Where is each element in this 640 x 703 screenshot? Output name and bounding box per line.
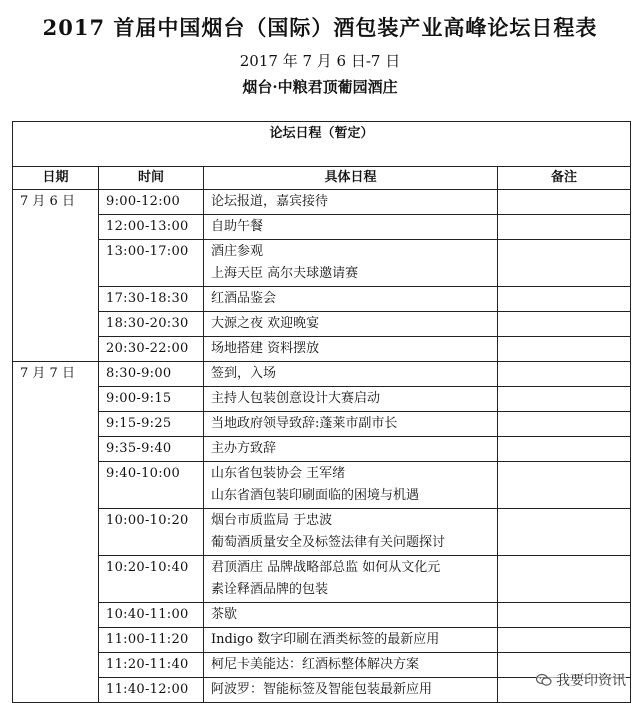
notes-cell xyxy=(498,287,631,312)
schedule-body xyxy=(13,190,631,703)
time-cell: 9:00-12:00 xyxy=(99,190,204,215)
table-row xyxy=(13,556,631,603)
schedule-cell xyxy=(204,190,498,215)
schedule-item: 山东省包装协会 王军绪 xyxy=(211,466,346,481)
time-cell: 9:15-9:25 xyxy=(99,412,204,437)
table-row xyxy=(13,628,631,653)
schedule-item: 自助午餐 xyxy=(211,219,264,234)
time-cell: 10:00-10:20 xyxy=(99,509,204,556)
schedule-item: 山东省酒包装印刷面临的困境与机遇 xyxy=(211,488,420,503)
schedule-item: 酒庄参观 xyxy=(211,244,264,259)
time-cell: 10:20-10:40 xyxy=(99,556,204,603)
schedule-item: 茶歇 xyxy=(211,607,238,622)
date-range: 2017 年 7 月 6 日-7 日 xyxy=(239,52,401,70)
time-cell: 9:40-10:00 xyxy=(99,462,204,509)
notes-cell xyxy=(498,437,631,462)
schedule-item: 当地政府领导致辞:蓬莱市副市长 xyxy=(211,416,398,431)
notes-cell xyxy=(498,628,631,653)
schedule-cell xyxy=(204,509,498,556)
notes-cell xyxy=(498,387,631,412)
watermark xyxy=(536,670,626,690)
notes-cell xyxy=(498,603,631,628)
schedule-item: 大源之夜 欢迎晚宴 xyxy=(211,316,320,331)
table-row xyxy=(13,287,631,312)
time-cell: 11:00-11:20 xyxy=(99,628,204,653)
schedule-cell xyxy=(204,556,498,603)
schedule-item: 葡萄酒质量安全及标签法律有关问题探讨 xyxy=(211,535,446,550)
date-cell: 7 月 7 日 xyxy=(13,362,99,703)
schedule-cell xyxy=(204,678,498,703)
time-cell: 12:00-13:00 xyxy=(99,215,204,240)
col-header-notes: 备注 xyxy=(498,167,631,190)
notes-cell xyxy=(498,240,631,287)
schedule-item: 君顶酒庄 品牌战略部总监 如何从文化元 xyxy=(211,560,441,575)
time-cell: 9:35-9:40 xyxy=(99,437,204,462)
table-row xyxy=(13,362,631,387)
schedule-cell xyxy=(204,628,498,653)
schedule-cell xyxy=(204,240,498,287)
time-cell: 11:20-11:40 xyxy=(99,653,204,678)
schedule-table xyxy=(12,121,631,703)
time-cell: 9:00-9:15 xyxy=(99,387,204,412)
wechat-icon xyxy=(536,673,552,687)
schedule-item: 论坛报道，嘉宾接待 xyxy=(211,194,329,209)
table-row xyxy=(13,190,631,215)
schedule-cell xyxy=(204,462,498,509)
watermark-text: 我要印资讯 xyxy=(556,673,626,689)
col-header-time: 时间 xyxy=(99,167,204,190)
table-row xyxy=(13,337,631,362)
schedule-item: 素诠释酒品牌的包装 xyxy=(211,582,329,597)
schedule-cell xyxy=(204,215,498,240)
time-cell: 10:40-11:00 xyxy=(99,603,204,628)
table-row xyxy=(13,312,631,337)
notes-cell xyxy=(498,556,631,603)
time-cell: 11:40-12:00 xyxy=(99,678,204,703)
table-row xyxy=(13,603,631,628)
schedule-item: 烟台市质监局 于忠波 xyxy=(211,513,333,528)
schedule-item: 主持人包装创意设计大赛启动 xyxy=(211,391,381,406)
table-row xyxy=(13,462,631,509)
venue: 烟台·中粮君顶葡园酒庄 xyxy=(242,78,398,96)
time-cell: 8:30-9:00 xyxy=(99,362,204,387)
time-cell: 17:30-18:30 xyxy=(99,287,204,312)
table-row xyxy=(13,240,631,287)
schedule-cell xyxy=(204,287,498,312)
notes-cell xyxy=(498,509,631,556)
schedule-cell xyxy=(204,653,498,678)
table-row xyxy=(13,509,631,556)
schedule-cell xyxy=(204,412,498,437)
schedule-cell xyxy=(204,603,498,628)
notes-cell xyxy=(498,412,631,437)
table-row xyxy=(13,412,631,437)
notes-cell xyxy=(498,312,631,337)
time-cell: 13:00-17:00 xyxy=(99,240,204,287)
table-row xyxy=(13,215,631,240)
notes-cell xyxy=(498,215,631,240)
schedule-cell xyxy=(204,312,498,337)
notes-cell xyxy=(498,337,631,362)
schedule-item: 阿波罗：智能标签及智能包装最新应用 xyxy=(211,682,433,697)
schedule-item: Indigo 数字印刷在酒类标签的最新应用 xyxy=(211,632,440,647)
col-header-schedule: 具体日程 xyxy=(204,167,498,190)
header-row xyxy=(13,167,631,190)
schedule-cell xyxy=(204,387,498,412)
time-cell: 18:30-20:30 xyxy=(99,312,204,337)
schedule-cell xyxy=(204,437,498,462)
schedule-item: 签到，入场 xyxy=(211,366,277,381)
time-cell: 20:30-22:00 xyxy=(99,337,204,362)
table-row xyxy=(13,387,631,412)
notes-cell xyxy=(498,362,631,387)
schedule-item: 场地搭建 资料摆放 xyxy=(211,341,320,356)
schedule-cell xyxy=(204,337,498,362)
col-header-date: 日期 xyxy=(13,167,99,190)
schedule-item: 主办方致辞 xyxy=(211,441,277,456)
page-title: 2017 首届中国烟台（国际）酒包装产业高峰论坛日程表 xyxy=(42,15,598,40)
table-caption: 论坛日程（暂定） xyxy=(13,122,631,167)
notes-cell xyxy=(498,462,631,509)
schedule-item: 柯尼卡美能达：红酒标整体解决方案 xyxy=(211,657,420,672)
date-cell: 7 月 6 日 xyxy=(13,190,99,362)
schedule-item: 红酒品鉴会 xyxy=(211,291,277,306)
schedule-item: 上海天臣 高尔夫球邀请赛 xyxy=(211,266,359,281)
notes-cell xyxy=(498,190,631,215)
table-row xyxy=(13,437,631,462)
schedule-cell xyxy=(204,362,498,387)
